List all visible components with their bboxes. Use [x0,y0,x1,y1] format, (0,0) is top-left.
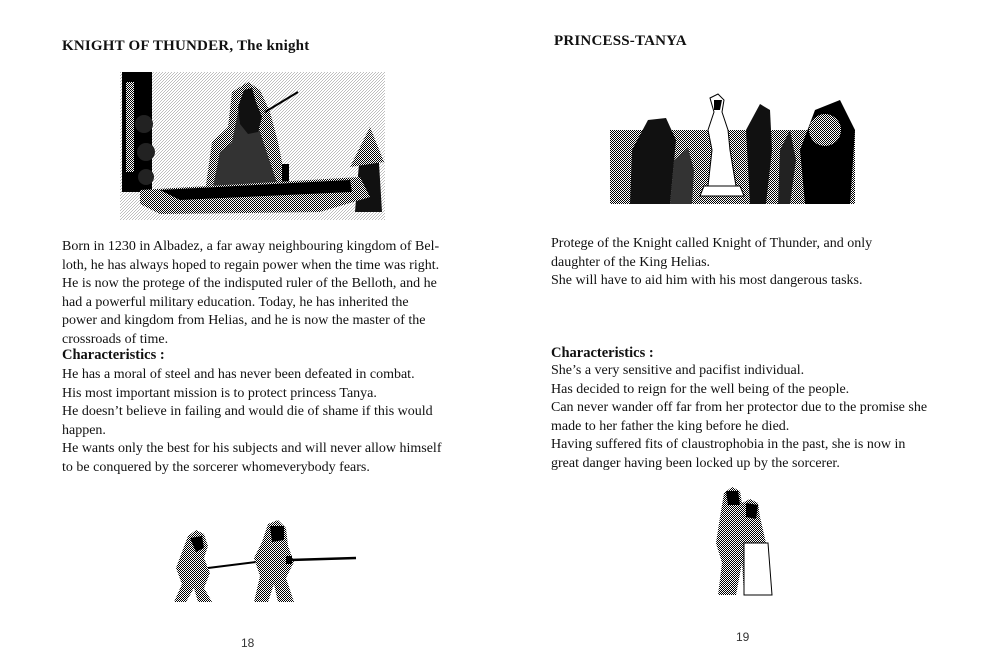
princess-title: PRINCESS-TANYA [554,33,687,49]
knight-bio [62,238,462,350]
page-number: 19 [736,630,750,644]
princess-characteristics [551,362,951,474]
characteristic-line: He has a moral of steel and has never been defeated in combat. [62,367,415,382]
bio-line: He is now the protege of the indisputed ruler of the Belloth, and he [62,276,437,292]
characteristic-line: great danger having been locked up by the sorcerer. [551,455,840,471]
knights-fighting-sprite [168,518,363,606]
bio-line: had a powerful military education. Today, he has inherited the [62,294,409,310]
princess-characteristics-heading: Characteristics : [551,345,654,361]
page-number: 18 [241,636,255,650]
bio-line: loth, he has always hoped to regain power when the time was right. [62,257,440,273]
characteristic-line: She’s a very sensitive and pacifist individual. [551,363,805,378]
princess-bio [551,235,931,291]
knight-characteristics-heading: Characteristics : [62,347,165,363]
bio-line: Protege of the Knight called Knight of Thunder, and only [551,236,873,251]
characteristic-line: to be conquered by the sorcerer whomeverybody fears. [62,459,370,475]
bio-line: crossroads of time. [62,331,169,347]
characteristic-line: Having suffered fits of claustrophobia in the past, she is now in [551,437,906,453]
characteristic-line: happen. [62,422,106,438]
right-page [500,0,1000,659]
characteristic-line: He doesn’t believe in failing and would die of shame if this would [62,404,433,420]
characteristic-line: His most important mission is to protect princess Tanya. [62,385,377,401]
characteristic-line: Has decided to reign for the well being of the people. [551,381,850,397]
characteristic-line: He wants only the best for his subjects and will never allow himself [62,441,442,457]
characteristic-line: made to her father the king before he died. [551,418,790,434]
bio-line: She will have to aid him with his most dangerous tasks. [551,273,863,289]
knight-title: KNIGHT OF THUNDER, The knight [62,38,310,54]
knight-illustration [120,72,385,220]
knight-and-princess-sprite [710,483,780,601]
knight-characteristics [62,366,462,478]
bio-line: power and kingdom from Helias, and he is now the master of the [62,313,426,329]
princess-illustration [610,90,855,204]
bio-line: daughter of the King Helias. [551,254,711,270]
characteristic-line: Can never wander off far from her protector due to the promise she [551,400,928,416]
bio-line: Born in 1230 in Albadez, a far away neighbouring kingdom of Bel- [62,239,440,254]
